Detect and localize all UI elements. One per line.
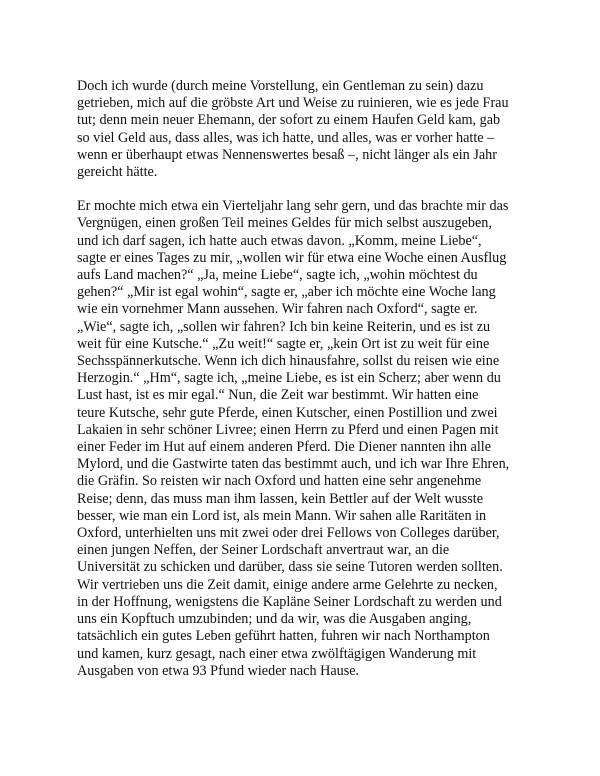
paragraph-2: Er mochte mich etwa ein Vierteljahr lang sehr gern, und das brachte mir das Vergnügen, einen großen Teil meines Geldes für mich selbst auszugeben, und ich darf sagen, ich hatte auch etwas davon. „Komm, meine Liebe“, sagte er eines Tages zu mir, „wollen wir für etwa eine Woche einen Ausflug aufs Land machen?“ „Ja, meine Liebe“, sagte ich, „wohin möchtest du gehen?“ „Mir ist egal wohin“, sagte er, „aber ich möchte eine Woche lang wie ein vornehmer Mann aussehen. Wir fahren nach Oxford“, sagte er. „Wie“, sagte ich, „sollen wir fahren? Ich bin keine Reiterin, und es ist zu weit für eine Kutsche.“ „Zu weit!“ sagte er, „kein Ort ist zu weit für eine Sechsspännerkutsche. Wenn ich dich hinausfahre, sollst du reisen wie eine Herzogin.“ „Hm“, sagte ich, „meine Liebe, es ist ein Scherz; aber wenn du Lust hast, ist es mir egal.“ Nun, die Zeit war bestimmt. Wir hatten eine teure Kutsche, sehr gute Pferde, einen Kutscher, einen Postillion und zwei Lakaien in sehr schöner Livree; einen Herrn zu Pferd und einen Pagen mit einer Feder im Hut auf einem anderen Pferd. Die Diener nannten ihn alle Mylord, und die Gastwirte taten das bestimmt auch, und ich war Ihre Ehren, die Gräfin. So reisten wir nach Oxford und hatten eine sehr angenehme Reise; denn, das muss man ihm lassen, kein Bettler auf der Welt wusste besser, wie man ein Lord ist, als mein Mann. Wir sahen alle Raritäten in Oxford, unterhielten uns mit zwei oder drei Fellows von Colleges darüber, einen jungen Neffen, der Seiner Lordschaft anvertraut war, an die Universität zu schicken und darüber, dass sie seine Tutoren werden sollten. Wir vertrieben uns die Zeit damit, einige andere arme Gelehrte zu necken, in der Hoffnung, wenigstens die Kapläne Seiner Lordschaft zu werden und uns ein Kopftuch umzubinden; und da wir, was die Ausgaben anging, tatsächlich ein gutes Leben geführt hatten, fuhren wir nach Northampton und kamen, kurz gesagt, nach einer etwa zwölftägigen Wanderung mit Ausgaben von etwa 93 Pfund wieder nach Hause. xyxy=(77,198,510,679)
paragraph-1: Doch ich wurde (durch meine Vorstellung, ein Gentleman zu sein) dazu getrieben, mich auf die gröbste Art und Weise zu ruinieren, wie es jede Frau tut; denn mein neuer Ehemann, der sofort zu einem Haufen Geld kam, gab so viel Geld aus, dass alles, was ich hatte, und alles, was er vorher hatte – wenn er überhaupt etwas Nennenswertes besaß –, nicht länger als ein Jahr gereicht hätte. xyxy=(77,78,509,181)
body-text xyxy=(77,78,537,697)
